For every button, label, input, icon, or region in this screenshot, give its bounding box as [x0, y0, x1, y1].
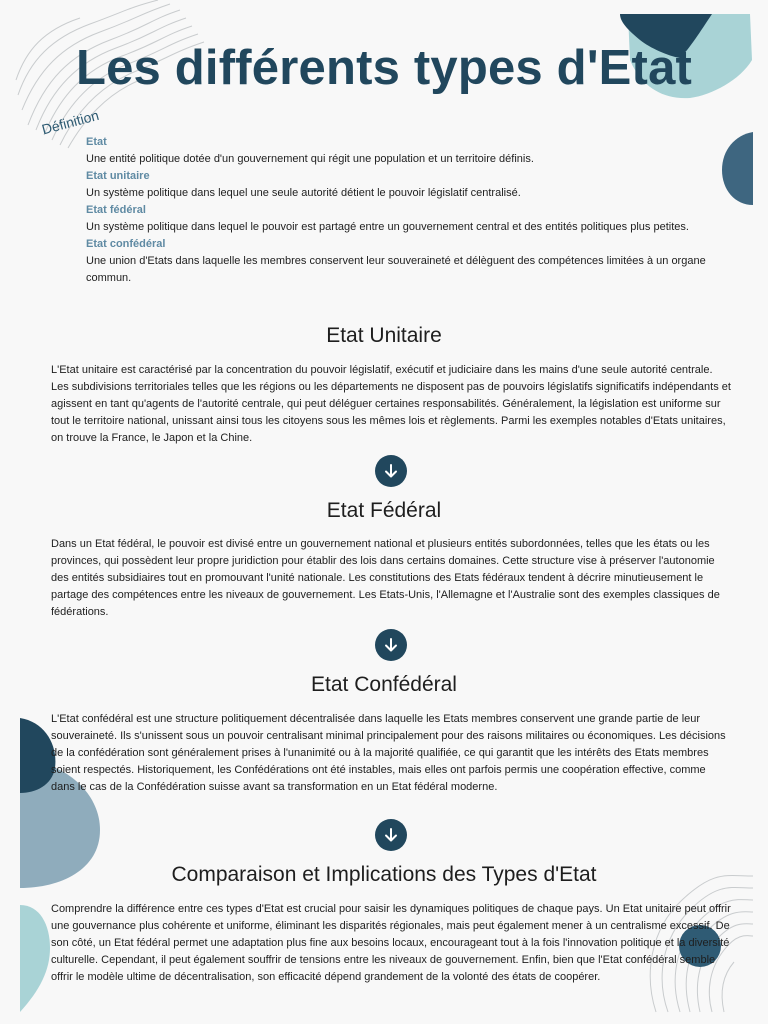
definitions-list	[86, 134, 726, 287]
blob-right-mid	[722, 132, 753, 205]
blob-left-bottom	[20, 905, 50, 1012]
arrow-down-icon	[382, 462, 400, 480]
section-body-federal: Dans un Etat fédéral, le pouvoir est divisé entre un gouvernement national et plusieurs entités subordonnées, telles que les états ou les provinces, qui possèdent leur propre juridiction pour établir des lois dans certains domaines. Cette structure vise à préserver l'autonomie des entités subsidiaires tout en promouvant l'unité nationale. Les constitutions des Etats fédéraux tendent à décrire minutieusement le partage des compétences entre les niveaux de gouvernement. Les Etats-Unis, l'Allemagne et l'Australie sont des exemples classiques de fédérations.	[51, 538, 720, 618]
definition-text: Une entité politique dotée d'un gouvernement qui régit une population et un territoire définis.	[86, 153, 534, 165]
section-body-unitaire: L'Etat unitaire est caractérisé par la concentration du pouvoir législatif, exécutif et judiciaire dans les mains d'une seule autorité centrale. Les subdivisions territoriales telles que les régions ou les départements ne disposent pas de pouvoirs législatifs significatifs indépendants et agissent en tant qu'agents de l'autorité centrale, qui peut déléguer certaines responsabilités. Généralement, la législation est uniforme sur tout le territoire national, unissant ainsi tous les citoyens sous les mêmes lois et règlements. Parmi les exemples notables d'Etats unitaires, on trouve la France, le Japon et la Chine.	[51, 364, 731, 444]
scroll-down-button[interactable]	[375, 629, 407, 661]
scroll-down-button[interactable]	[375, 455, 407, 487]
section-body-comparaison: Comprendre la différence entre ces types d'Etat est crucial pour saisir les dynamiques politiques de chaque pays. Un Etat unitaire peut offrir une gouvernance plus cohérente et uniforme, éliminant les disparités régionales, mais peut également mener à un centralisme excessif. De son côté, un Etat fédéral permet une adaptation plus fine aux besoins locaux, encourageant tout à la fois l'innovation politique et la diversité culturelle. Cependant, il peut également souffrir de tensions entre les niveaux de gouvernement. Enfin, bien que l'Etat confédéral semble offrir le modèle ultime de décentralisation, son efficacité dépend grandement de la volonté des états de coopérer.	[51, 903, 731, 983]
section-heading-confederal: Etat Confédéral	[311, 673, 457, 696]
definition-term: Etat unitaire	[86, 170, 150, 182]
arrow-down-icon	[382, 826, 400, 844]
section-body-confederal: L'Etat confédéral est une structure politiquement décentralisée dans laquelle les Etats membres conservent une grande partie de leur souveraineté. Ils s'unissent sous un pouvoir centralisant minimal principalement pour des raisons militaires ou économiques. Les décisions de la confédération sont généralement prises à l'unanimité ou à la majorité qualifiée, ce qui garantit que les intérêts des Etats membres soient respectés. Historiquement, les Confédérations ont été instables, mais elles ont parfois permis une coopération effective, comme dans le cas de la Confédération suisse avant sa transformation en un Etat fédéral moderne.	[51, 713, 726, 793]
definition-tag: Définition	[40, 106, 101, 138]
page-title: Les différents types d'Etat	[75, 41, 693, 95]
definition-text: Un système politique dans lequel le pouvoir est partagé entre un gouvernement central et des entités politiques plus petites.	[86, 221, 689, 233]
definition-term: Etat	[86, 136, 107, 148]
section-heading-federal: Etat Fédéral	[326, 499, 442, 522]
scroll-down-button[interactable]	[375, 819, 407, 851]
definition-term: Etat confédéral	[86, 238, 166, 250]
definition-text: Une union d'Etats dans laquelle les membres conservent leur souveraineté et délèguent des compétences limitées à un organe commun.	[86, 255, 706, 284]
section-heading-unitaire: Etat Unitaire	[326, 324, 442, 347]
definition-term: Etat fédéral	[86, 204, 146, 216]
definition-text: Un système politique dans lequel une seule autorité détient le pouvoir législatif centralisé.	[86, 187, 521, 199]
section-heading-comparaison: Comparaison et Implications des Types d'Etat	[171, 863, 597, 886]
arrow-down-icon	[382, 636, 400, 654]
